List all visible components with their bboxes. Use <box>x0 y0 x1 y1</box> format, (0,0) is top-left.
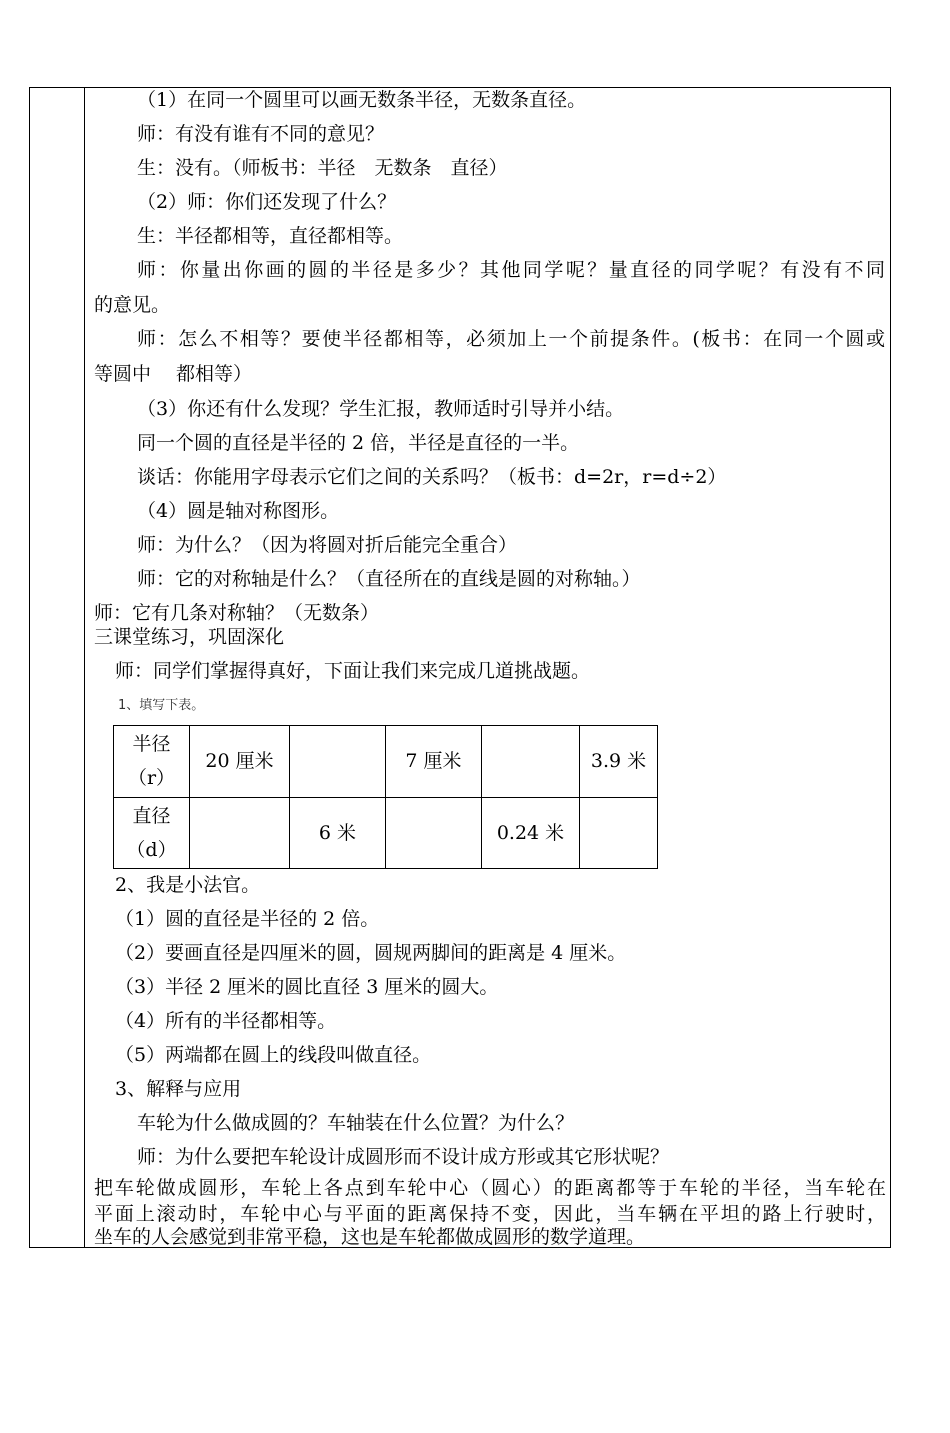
text-line: 同一个圆的直径是半径的 2 倍，半径是直径的一半。 <box>137 432 580 454</box>
table-row <box>114 797 658 869</box>
text-line: 师：怎么不相等？要使半径都相等，必须加上一个前提条件。(板书：在同一个圆或 <box>137 328 885 350</box>
table-cell: 3.9 米 <box>580 726 658 798</box>
text-line: （1）圆的直径是半径的 2 倍。 <box>115 908 380 930</box>
text-line: 师：为什么要把车轮设计成圆形而不设计成方形或其它形状呢？ <box>137 1146 670 1168</box>
text-line: （5）两端都在圆上的线段叫做直径。 <box>115 1044 432 1066</box>
text-line: （1）在同一个圆里可以画无数条半径，无数条直径。 <box>137 89 587 111</box>
exercise-title: 3、解释与应用 <box>115 1078 242 1100</box>
text-line: （2）要画直径是四厘米的圆，圆规两脚间的距离是 4 厘米。 <box>115 942 627 964</box>
table-cell: 6 米 <box>290 797 386 869</box>
text-line: 谈话：你能用字母表示它们之间的关系吗？（板书：d=2r，r=d÷2） <box>137 466 727 488</box>
text-line: 师：你量出你画的圆的半径是多少？其他同学呢？量直径的同学呢？有没有不同 <box>137 259 885 281</box>
text-line: 生：没有。（师板书：半径 无数条 直径） <box>137 157 508 179</box>
text-line: 等圆中 都相等） <box>94 363 253 385</box>
text-line: 把车轮做成圆形，车轮上各点到车轮中心（圆心）的距离都等于车轮的半径，当车轮在 <box>94 1177 886 1199</box>
text-line: （4）所有的半径都相等。 <box>115 1010 337 1032</box>
table-cell: 20 厘米 <box>190 726 290 798</box>
text-line: 的意见。 <box>94 294 171 316</box>
table-cell: 0.24 米 <box>482 797 580 869</box>
text-line: （3）你还有什么发现？学生汇报，教师适时引导并小结。 <box>137 398 625 420</box>
text-line: （3）半径 2 厘米的圆比直径 3 厘米的圆大。 <box>115 976 499 998</box>
table-cell <box>190 797 290 869</box>
section-heading: 三课堂练习，巩固深化 <box>94 626 285 648</box>
column-divider <box>84 87 85 1248</box>
text-line: 师：它有几条对称轴？（无数条） <box>94 602 380 624</box>
text-line: 平面上滚动时，车轮中心与平面的距离保持不变，因此，当车辆在平坦的路上行驶时， <box>94 1203 886 1225</box>
text-line: 师：同学们掌握得真好，下面让我们来完成几道挑战题。 <box>115 660 591 682</box>
table-cell <box>580 797 658 869</box>
text-line: 坐车的人会感觉到非常平稳，这也是车轮都做成圆形的数学道理。 <box>94 1226 646 1248</box>
text-line: 生：半径都相等，直径都相等。 <box>137 225 404 247</box>
table-cell <box>482 726 580 798</box>
text-line: 师：它的对称轴是什么？（直径所在的直线是圆的对称轴。） <box>137 568 641 590</box>
text-line: （2）师：你们还发现了什么？ <box>137 191 397 213</box>
table-row <box>114 726 658 798</box>
row-header-diameter: 直径 （d） <box>114 797 190 869</box>
text-line: 车轮为什么做成圆的？车轴装在什么位置？为什么？ <box>137 1112 575 1134</box>
table-cell: 7 厘米 <box>386 726 482 798</box>
exercise-title: 1、填写下表。 <box>118 698 205 713</box>
row-header-radius: 半径 （r） <box>114 726 190 798</box>
table-cell <box>386 797 482 869</box>
text-line: 师：有没有谁有不同的意见？ <box>137 123 385 145</box>
text-line: （4）圆是轴对称图形。 <box>137 500 340 522</box>
table-cell <box>290 726 386 798</box>
radius-diameter-table <box>113 725 658 869</box>
text-line: 师：为什么？（因为将圆对折后能完全重合） <box>137 534 518 556</box>
exercise-title: 2、我是小法官。 <box>115 874 261 896</box>
